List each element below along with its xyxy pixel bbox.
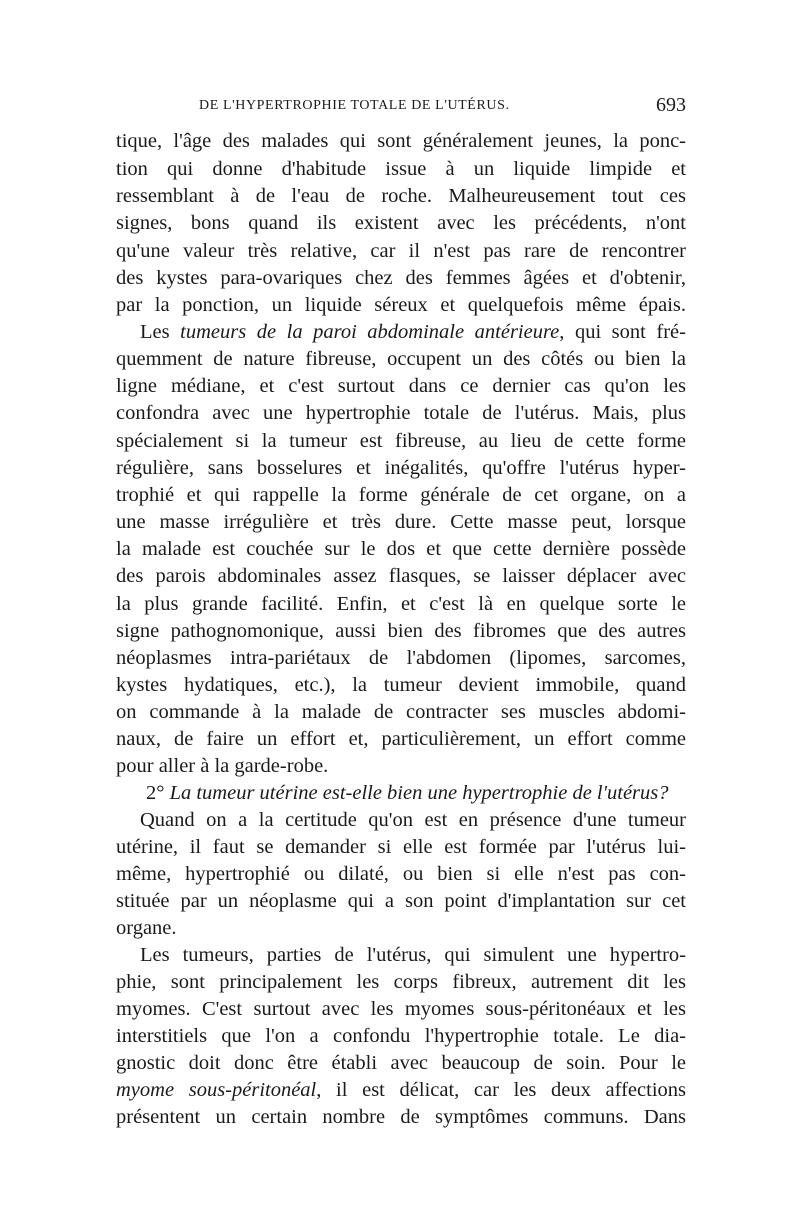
text-line: on commande à la malade de contracter ses muscles abdomi- [116,701,686,723]
text-line: la malade est couchée sur le dos et que cette dernière possède [116,538,686,560]
section-number: 2° [146,782,165,804]
text-line: des parois abdominales assez flasques, se laisser déplacer avec [116,565,686,587]
text-line: phie, sont principalement les corps fibreux, autrement dit les [116,971,686,993]
text-line: trophié et qui rappelle la forme générale de cet organe, on a [116,484,686,506]
text-line: tique, l'âge des malades qui sont généralement jeunes, la ponc- [116,130,686,152]
page-header [116,94,686,122]
text-line: stituée par un néoplasme qui a son point d'implantation sur cet [116,890,686,912]
text-line [116,1077,686,1103]
paragraph-last-line: organe. [116,917,177,939]
text-run: , qui sont fré- [559,321,686,343]
italic-phrase: myome sous-péritonéal [116,1079,317,1101]
text-line: spécialement si la tumeur est fibreuse, au lieu de cette forme [116,430,686,452]
italic-phrase: tumeurs de la paroi abdominale antérieure [180,321,560,343]
text-line: myomes. C'est surtout avec les myomes sous-péritonéaux et les [116,998,686,1020]
text-line: interstitiels que l'on a confondu l'hypertrophie totale. Le dia- [116,1025,686,1047]
text-line: qu'une valeur très relative, car il n'est pas rare de rencontrer [116,240,686,262]
text-line: gnostic doit donc être établi avec beaucoup de soin. Pour le [116,1052,686,1074]
text-line: tion qui donne d'habitude issue à un liquide limpide et [116,158,686,180]
section-heading-text: La tumeur utérine est-elle bien une hypertrophie de l'utérus? [169,782,669,804]
text-line: la plus grande facilité. Enfin, et c'est là en quelque sorte le [116,593,686,615]
text-line: confondra avec une hypertrophie totale de l'utérus. Mais, plus [116,402,686,424]
paragraph-last-line: pour aller à la garde-robe. [116,755,329,777]
text-line: présentent un certain nombre de symptômes communs. Dans [116,1106,686,1128]
text-line: kystes hydatiques, etc.), la tumeur devient immobile, quand [116,674,686,696]
paragraph-first-line: Les tumeurs, parties de l'utérus, qui simulent une hypertro- [140,944,686,966]
text-run: , il est délicat, car les deux affections [316,1079,686,1101]
text-line: des kystes para-ovariques chez des femmes âgées et d'obtenir, [116,267,686,289]
running-title: DE L'HYPERTROPHIE TOTALE DE L'UTÉRUS. [199,98,510,113]
text-line: ligne médiane, et c'est surtout dans ce dernier cas qu'on les [116,375,686,397]
text-line: naux, de faire un effort et, particulièrement, un effort comme [116,728,686,750]
text-line: ressemblant à de l'eau de roche. Malheureusement tout ces [116,185,686,207]
text-line: utérine, il faut se demander si elle est formée par l'utérus lui- [116,836,686,858]
text-line: néoplasmes intra-pariétaux de l'abdomen (lipomes, sarcomes, [116,647,686,669]
page-number: 693 [656,94,686,116]
text-line: régulière, sans bosselures et inégalités, qu'offre l'utérus hyper- [116,457,686,479]
paragraph-first-line: Quand on a la certitude qu'on est en présence d'une tumeur [140,809,686,831]
text-line: même, hypertrophié ou dilaté, ou bien si elle n'est pas con- [116,863,686,885]
text-line: signes, bons quand ils existent avec les précédents, n'ont [116,212,686,234]
text-line: une masse irrégulière et très dure. Cette masse peut, lorsque [116,511,686,533]
text-run: Les [140,321,181,343]
text-line: signe pathognomonique, aussi bien des fibromes que des autres [116,620,686,642]
paragraph-first-line [116,319,686,345]
section-heading [116,780,686,806]
text-line: quemment de nature fibreuse, occupent un des côtés ou bien la [116,348,686,370]
text-line: par la ponction, un liquide séreux et quelquefois même épais. [116,294,686,316]
